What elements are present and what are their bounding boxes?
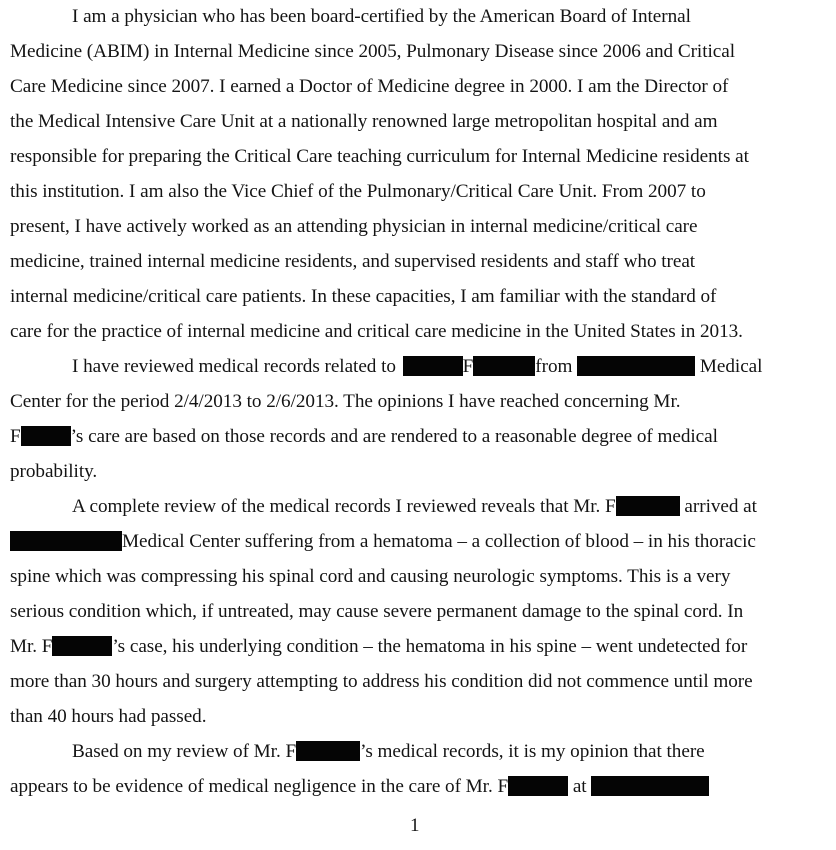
paragraph-4-line-1-text-b: ’s medical records, it is my opinion that there xyxy=(360,741,705,762)
redaction-bar xyxy=(591,776,709,796)
paragraph-2-line-3-text-b: ’s care are based on those records and are rendered to a reasonable degree of medical xyxy=(70,426,718,447)
paragraph-3-line-2-text: Medical Center suffering from a hematoma – a collection of blood – in his thoracic xyxy=(122,531,756,552)
paragraph-2-line-2: Center for the period 2/4/2013 to 2/6/2013. The opinions I have reached concerning Mr. xyxy=(10,391,681,412)
paragraph-1-line-10: care for the practice of internal medicine and critical care medicine in the United States in 2013. xyxy=(10,321,743,342)
paragraph-4-line-1 xyxy=(72,741,705,763)
paragraph-1-line-8: medicine, trained internal medicine residents, and supervised residents and staff who treat xyxy=(10,251,696,272)
paragraph-3-line-5 xyxy=(10,636,747,658)
redaction-bar xyxy=(10,531,122,551)
paragraph-3-line-7: than 40 hours had passed. xyxy=(10,706,207,727)
paragraph-2-line-1 xyxy=(72,356,762,378)
paragraph-2-line-3 xyxy=(10,426,718,448)
page-number: 1 xyxy=(410,815,420,836)
paragraph-1-line-2: Medicine (ABIM) in Internal Medicine since 2005, Pulmonary Disease since 2006 and Critical xyxy=(10,41,735,62)
redaction-bar xyxy=(296,741,360,761)
paragraph-1-line-6: this institution. I am also the Vice Chief of the Pulmonary/Critical Care Unit. From 2007 to xyxy=(10,181,706,202)
paragraph-2-line-3-text-a: F xyxy=(10,426,21,447)
paragraph-4-line-2-text-b: at xyxy=(572,776,587,797)
paragraph-3-line-2 xyxy=(10,531,756,553)
paragraph-2-line-1-text-b: F xyxy=(462,356,474,377)
redaction-bar xyxy=(21,426,71,446)
redaction-bar xyxy=(616,496,680,516)
paragraph-3-line-3: spine which was compressing his spinal cord and causing neurologic symptoms. This is a very xyxy=(10,566,731,587)
paragraph-2-line-1-text-d: Medical xyxy=(699,356,763,377)
paragraph-4-line-1-text-a: Based on my review of Mr. F xyxy=(72,741,297,762)
paragraph-3-line-1-text-b: arrived at xyxy=(684,496,757,517)
paragraph-3-line-1 xyxy=(72,496,757,518)
paragraph-4-line-2-text-a: appears to be evidence of medical negligence in the care of Mr. F xyxy=(10,776,509,797)
paragraph-1-line-4: the Medical Intensive Care Unit at a nationally renowned large metropolitan hospital and am xyxy=(10,111,718,132)
redaction-bar xyxy=(577,356,695,376)
paragraph-1-line-5: responsible for preparing the Critical Care teaching curriculum for Internal Medicine residents at xyxy=(10,146,749,167)
paragraph-1-line-1: I am a physician who has been board-certified by the American Board of Internal xyxy=(72,6,691,27)
paragraph-1-line-9: internal medicine/critical care patients. In these capacities, I am familiar with the standard of xyxy=(10,286,717,307)
redaction-bar xyxy=(403,356,463,376)
paragraph-1-line-7: present, I have actively worked as an attending physician in internal medicine/critical care xyxy=(10,216,698,237)
paragraph-3-line-5-text-a: Mr. F xyxy=(10,636,53,657)
paragraph-2-line-1-text-a: I have reviewed medical records related to xyxy=(72,356,396,377)
redaction-bar xyxy=(52,636,112,656)
paragraph-2-line-1-text-c: from xyxy=(535,356,573,377)
paragraph-3-line-5-text-b: ’s case, his underlying condition – the hematoma in his spine – went undetected for xyxy=(112,636,748,657)
paragraph-3-line-6: more than 30 hours and surgery attempting to address his condition did not commence until more xyxy=(10,671,753,692)
paragraph-1-line-3: Care Medicine since 2007. I earned a Doctor of Medicine degree in 2000. I am the Director of xyxy=(10,76,729,97)
paragraph-3-line-4: serious condition which, if untreated, may cause severe permanent damage to the spinal cord. In xyxy=(10,601,744,622)
paragraph-2-line-4: probability. xyxy=(10,461,98,482)
paragraph-4-line-2 xyxy=(10,776,709,798)
redaction-bar xyxy=(508,776,568,796)
redaction-bar xyxy=(473,356,535,376)
paragraph-3-line-1-text-a: A complete review of the medical records I reviewed reveals that Mr. F xyxy=(72,496,616,517)
